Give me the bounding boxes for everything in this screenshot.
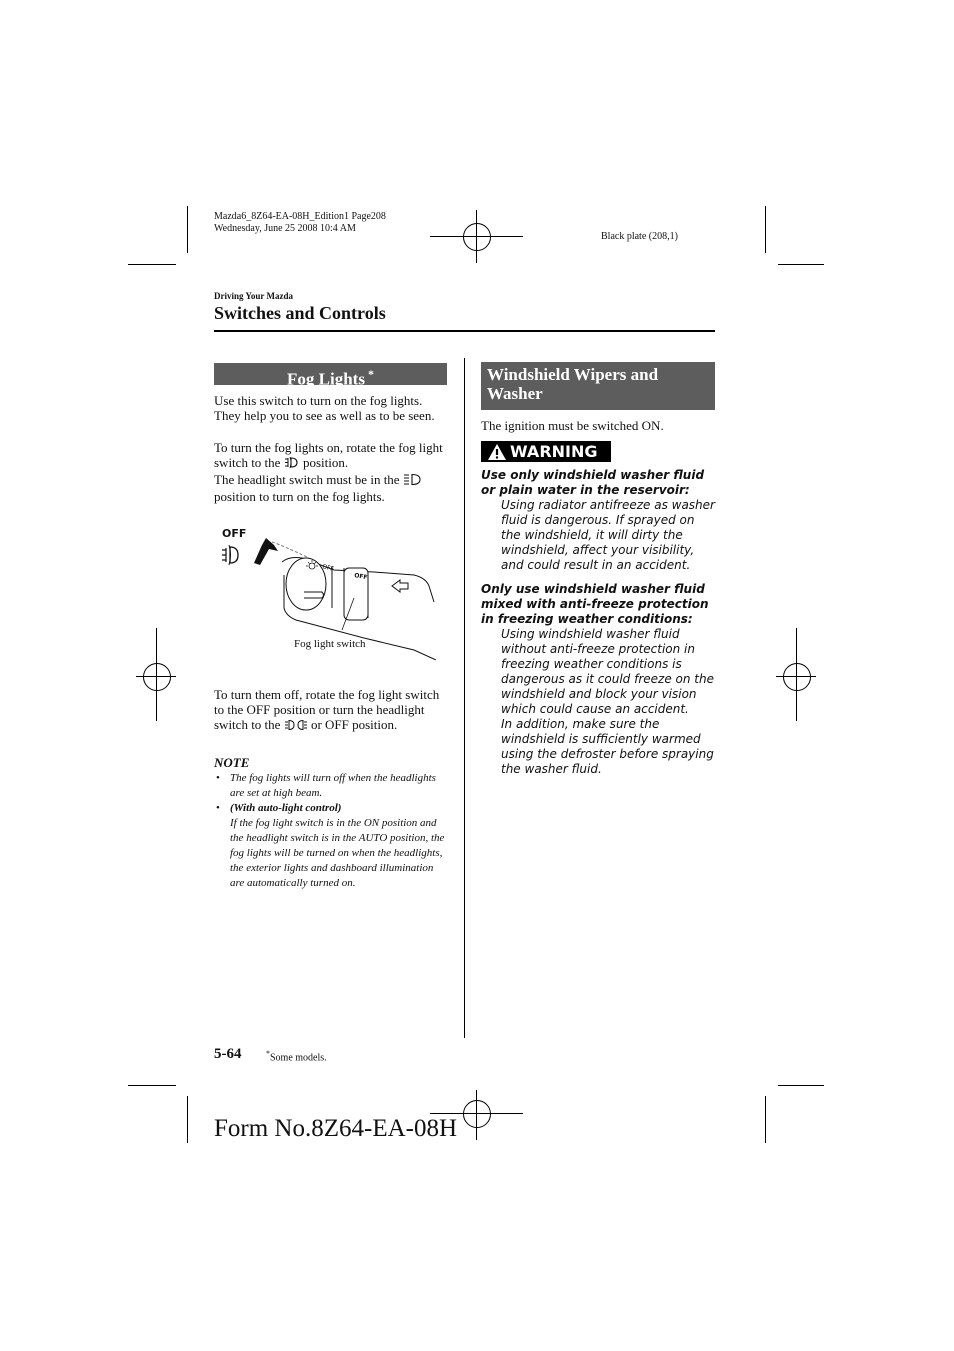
fog-on-text: To turn the fog lights on, rotate the fog light switch to the (214, 440, 443, 470)
section-label: Driving Your Mazda (214, 291, 294, 301)
note-title: NOTE (214, 755, 250, 770)
warning-2-body-continued: In addition, make sure the windshield is sufficiently warmed using the defroster before spraying the washer fluid. (501, 717, 714, 776)
rotation-arrow-icon (254, 538, 278, 565)
headlight-icon (403, 473, 421, 489)
headlight-requirement-text-end: position to turn on the fog lights. (214, 489, 385, 505)
page-number: 5-64 (214, 1046, 242, 1062)
fog-light-switch-figure (214, 520, 450, 660)
fog-off-text: To turn them off, rotate the fog light switch to the OFF position or turn the headlight switch to the (214, 687, 440, 732)
warning-1-body: Using radiator antifreeze as washer fluid is dangerous. If sprayed on the windshield, it will dirty the windshield, affect your visibility, and could result in an accident. (501, 498, 715, 572)
form-number: Form No.8Z64-EA-08H (214, 1115, 458, 1142)
fog-instructions-paragraph (214, 440, 450, 504)
turn-signal-arrow-icon (392, 580, 408, 592)
warning-triangle-icon (487, 443, 507, 461)
warning-2 (481, 582, 715, 777)
warning-2-body: Using windshield washer fluid without anti-freeze protection in freezing weather conditions is dangerous as it could freeze on the windshield and block your vision which could cause an accident. (501, 627, 714, 716)
header-rule (214, 330, 715, 332)
note-bullet-1: • The fog lights will turn off when the headlights are set at high beam. (216, 772, 436, 799)
warning-label: WARNING (510, 442, 598, 461)
headlight-requirement-text: The headlight switch must be in the (214, 472, 400, 488)
fog-intro-paragraph: Use this switch to turn on the fog lights. They help you to see as well as to be seen. (214, 393, 435, 423)
fog-lights-heading (214, 363, 447, 389)
black-plate-label: Black plate (208,1) (601, 231, 678, 242)
footnote-text: Some models. (270, 1052, 327, 1064)
note-bullet-2-title: (With auto-light control) (230, 802, 342, 814)
print-meta-line2: Wednesday, June 25 2008 10:4 AM (214, 223, 356, 234)
warning-badge (481, 441, 611, 462)
fog-light-icon (284, 456, 300, 472)
page-title: Switches and Controls (214, 303, 386, 323)
footnote-marker: * (266, 1049, 270, 1058)
parking-light-icon (284, 719, 308, 734)
figure-caption: Fog light switch (294, 638, 366, 650)
warning-1-title: Use only windshield washer fluid or plain water in the reservoir: (481, 468, 705, 497)
some-models-marker: * (367, 367, 374, 381)
wipers-intro: The ignition must be switched ON. (481, 418, 664, 433)
footnote (266, 1049, 327, 1063)
fog-lights-heading-text: Fog Lights (287, 369, 365, 389)
svg-text:OFF: OFF (321, 563, 335, 573)
fog-light-icon-large (222, 545, 238, 565)
column-divider (464, 358, 465, 1038)
note-bullet-2: • (With auto-light control) If the fog light switch is in the ON position and the headlight switch is in the AUTO position, the fog lights will be turned on when the headlights, the exterior lights and dashboard illumination are automatically turned on. (214, 801, 450, 891)
fog-on-text-end: position. (302, 455, 349, 470)
note-block (214, 755, 450, 891)
note-bullet-2-body: If the fog light switch is in the ON position and the headlight switch is in the AUTO position, the fog lights will be turned on when the headlights, the exterior lights and dashboard illumination are automatically turned on. (230, 817, 445, 889)
figure-off-label: OFF (222, 527, 247, 540)
fog-off-text-end: or OFF position. (310, 717, 398, 732)
fog-off-paragraph (214, 687, 450, 734)
svg-text:OFF: OFF (353, 572, 368, 582)
wipers-heading: Windshield Wipers and Washer (481, 362, 715, 410)
note-bullet-1-text: The fog lights will turn off when the headlights are set at high beam. (230, 772, 436, 799)
warning-2-title: Only use windshield washer fluid mixed with anti-freeze protection in freezing weather conditions: (481, 582, 709, 626)
print-meta-line1: Mazda6_8Z64-EA-08H_Edition1 Page208 (214, 211, 386, 222)
warning-1 (481, 468, 715, 573)
print-meta (214, 211, 386, 235)
